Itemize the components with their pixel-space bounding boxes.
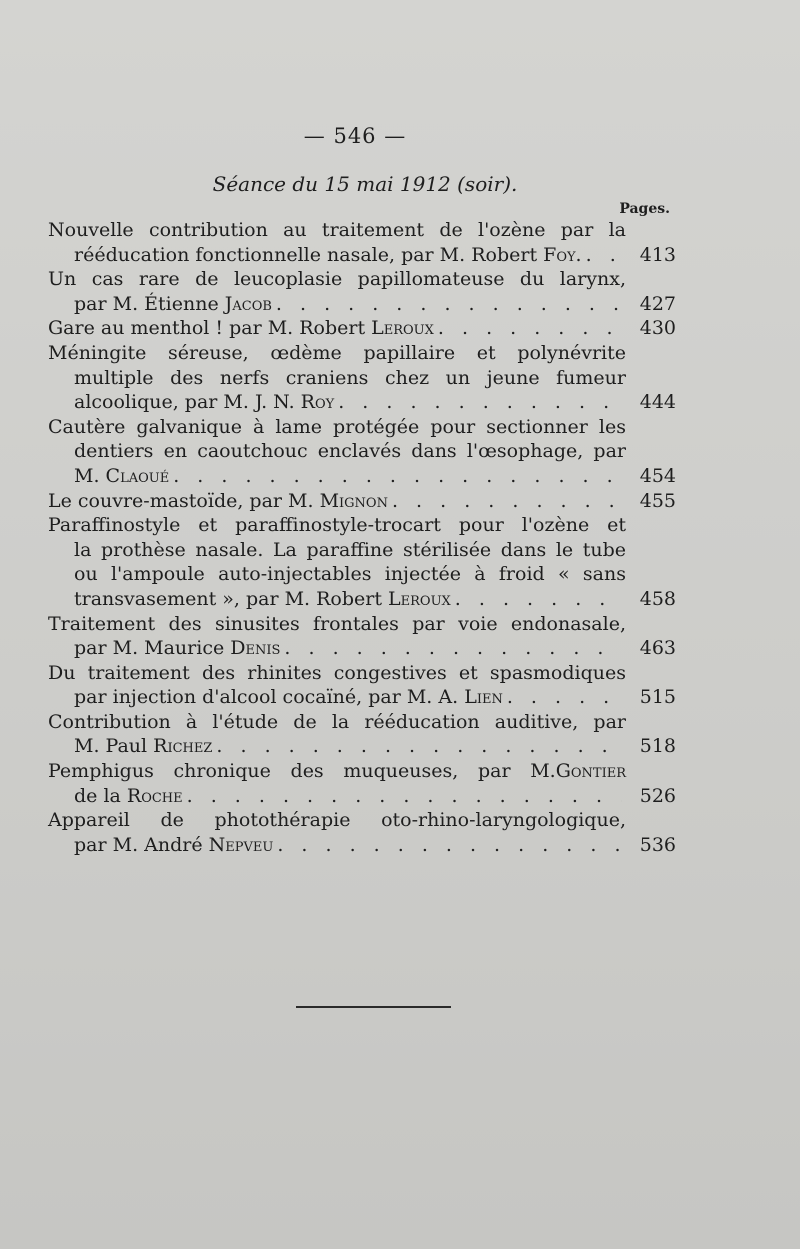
toc-entry — [48, 415, 676, 489]
author-name: Jacob — [218, 292, 272, 315]
page-ref: 413 — [639, 243, 676, 266]
page-number: — 546 — — [303, 124, 407, 148]
entry-text: transvasement », par M. Robert — [74, 587, 382, 610]
entry-text: M. Paul — [74, 735, 148, 758]
entry-text: Paraffinostyle et paraffinostyle-trocart pour l'ozène et — [48, 514, 626, 537]
toc-entry-line — [48, 833, 676, 858]
entry-text: Contribution à l'étude de la rééducation auditive, par — [48, 710, 626, 733]
toc-entry-line — [48, 341, 676, 366]
page-ref: 536 — [639, 833, 676, 856]
entry-text: multiple des nerfs craniens chez un jeune fumeur — [74, 366, 626, 389]
toc-entry-line — [48, 415, 676, 440]
author-name: Roche — [120, 784, 183, 807]
page-ref: 463 — [639, 637, 676, 660]
dot-leader — [173, 464, 622, 489]
entry-text: Appareil de photothérapie oto-rhino-laryngologique, — [48, 809, 626, 832]
toc-entry-line — [48, 292, 676, 317]
toc-entry-line — [48, 587, 676, 612]
entry-text: Traitement des sinusites frontales par voie endonasale, — [48, 612, 626, 635]
author-name: Denis — [224, 637, 281, 660]
toc-entry-line — [48, 808, 676, 833]
author-name: Gontier — [555, 760, 626, 783]
author-name: Nepveu — [202, 833, 274, 856]
page-ref: 515 — [639, 686, 676, 709]
author-name: Roy — [294, 391, 335, 414]
toc-entry — [48, 489, 676, 514]
page-ref: 526 — [639, 784, 676, 807]
page-ref: 427 — [639, 292, 676, 315]
entry-text: Cautère galvanique à lame protégée pour sectionner les — [48, 415, 626, 438]
entry-text: par M. Étienne — [74, 292, 219, 315]
entry-text: dentiers en caoutchouc enclavés dans l'œsophage, par — [74, 440, 626, 463]
page-ref: 518 — [639, 735, 676, 758]
dot-leader — [392, 489, 622, 514]
end-rule — [296, 1006, 451, 1008]
toc-entry — [48, 808, 676, 857]
page-ref: 454 — [639, 464, 676, 487]
dot-leader — [455, 587, 622, 612]
entry-text: par M. André — [74, 833, 203, 856]
toc-entry — [48, 218, 676, 267]
page-ref: 458 — [639, 587, 676, 610]
toc-entry-line — [48, 390, 676, 415]
author-name: Leroux — [365, 317, 434, 340]
entry-text: la prothèse nasale. La paraffine stérilisée dans le tube — [74, 538, 626, 561]
toc-entry — [48, 513, 676, 611]
toc-entry-line — [48, 759, 676, 784]
toc-entry-line — [48, 538, 676, 563]
toc-entry-line — [48, 661, 676, 686]
entry-text: Nouvelle contribution au traitement de l'ozène par la — [48, 219, 626, 241]
entry-text: Le couvre-mastoïde, par M. — [48, 489, 314, 512]
dot-leader — [276, 292, 622, 317]
author-name: Lien — [458, 686, 503, 709]
entry-text: Un cas rare de leucoplasie papillomateuse du larynx, — [48, 268, 626, 291]
toc-entry — [48, 267, 676, 316]
toc-entry-line — [48, 710, 676, 735]
entry-text: Pemphigus chronique des muqueuses, par M. — [48, 760, 556, 783]
toc-entry-line — [48, 316, 676, 341]
entry-text: Gare au menthol ! par M. Robert — [48, 317, 366, 340]
entry-text: de la — [74, 784, 121, 807]
toc-entry — [48, 661, 676, 710]
toc-entry — [48, 612, 676, 661]
author-name: Claoué — [99, 464, 170, 487]
page-ref: 430 — [639, 317, 676, 340]
toc-entry — [48, 341, 676, 415]
table-of-contents — [48, 218, 676, 857]
toc-entry — [48, 316, 676, 341]
toc-entry-line — [48, 366, 676, 391]
toc-entry-line — [48, 612, 676, 637]
dot-leader — [338, 390, 622, 415]
dot-leader — [216, 734, 622, 759]
toc-entry-line — [48, 562, 676, 587]
entry-text: ou l'ampoule auto-injectables injectée à froid « sans — [74, 563, 626, 586]
toc-entry-line — [48, 439, 676, 464]
entry-text: par injection d'alcool cocaïné, par M. A. — [74, 686, 459, 709]
dot-leader — [586, 243, 622, 268]
entry-text: Méningite séreuse, œdème papillaire et polynévrite — [48, 341, 626, 364]
toc-entry-line — [48, 464, 676, 489]
author-name: Foy. — [537, 243, 582, 266]
toc-entry-line — [48, 784, 676, 809]
toc-entry-line — [48, 243, 676, 268]
toc-entry-line — [48, 513, 676, 538]
entry-text: par M. Maurice — [74, 637, 225, 660]
dot-leader — [507, 685, 622, 710]
entry-text: M. — [74, 464, 100, 487]
session-title: Séance du 15 mai 1912 (soir). — [212, 172, 518, 196]
toc-entry — [48, 710, 676, 759]
author-name: Mignon — [313, 489, 388, 512]
entry-text: Du traitement des rhinites congestives et spasmodiques — [48, 661, 626, 684]
pages-column-header: Pages. — [619, 201, 670, 217]
dot-leader — [438, 316, 622, 341]
toc-entry-line — [48, 685, 676, 710]
dot-leader — [277, 833, 622, 858]
entry-text: alcoolique, par M. J. N. — [74, 391, 295, 414]
author-name: Leroux — [381, 587, 451, 610]
toc-entry-line — [48, 267, 676, 292]
page-ref: 444 — [639, 391, 676, 414]
author-name: Richez — [147, 735, 213, 758]
entry-text: rééducation fonctionnelle nasale, par M. Robert — [74, 243, 538, 266]
toc-entry-line — [48, 489, 676, 514]
dot-leader — [187, 784, 622, 809]
dot-leader — [284, 636, 622, 661]
toc-entry — [48, 759, 676, 808]
toc-entry-line — [48, 218, 676, 243]
page-ref: 455 — [639, 489, 676, 512]
toc-entry-line — [48, 734, 676, 759]
toc-entry-line — [48, 636, 676, 661]
